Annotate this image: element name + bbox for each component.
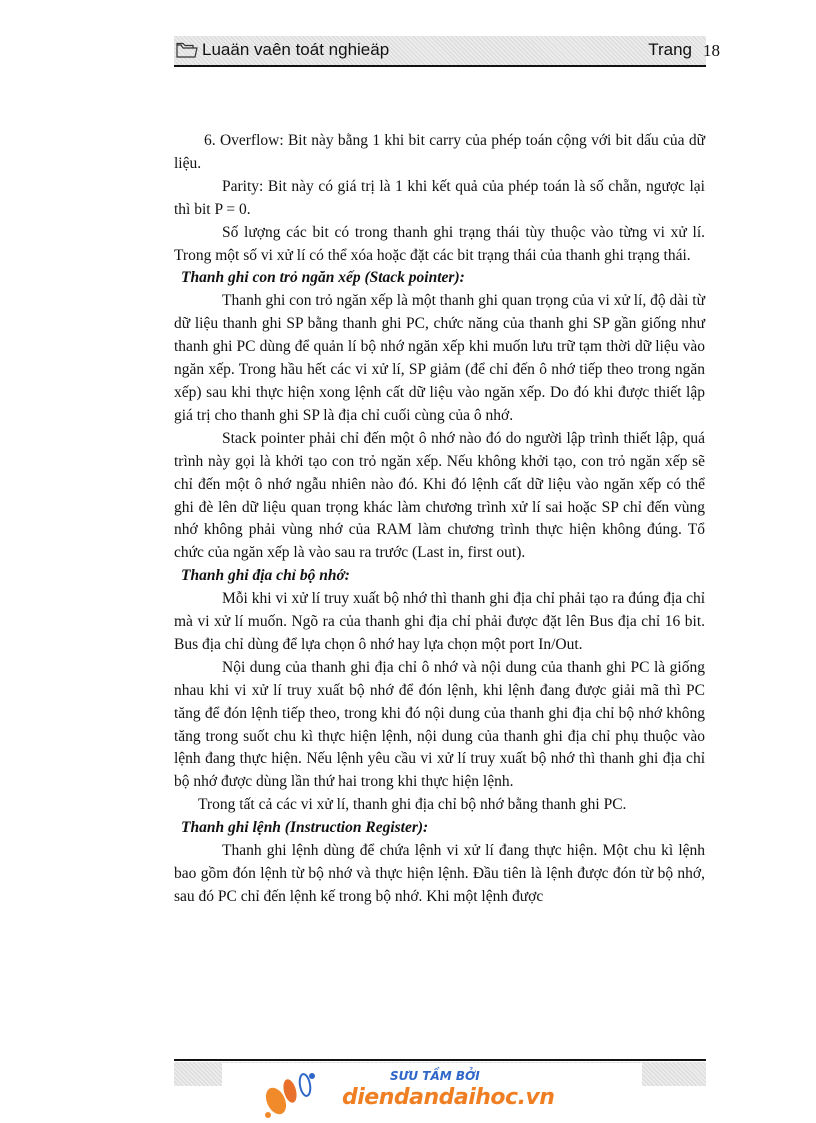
document-title: Luaän vaên toát nghieäp	[202, 40, 390, 59]
paragraph-mar-pc: Trong tất cả các vi xử lí, thanh ghi địa chỉ bộ nhớ bằng thanh ghi PC.	[198, 796, 627, 814]
paragraph-sp-register: Thanh ghi con trỏ ngăn xếp là một thanh ghi quan trọng của vi xử lí, độ dài từ dữ liệu thanh ghi SP bằng thanh ghi PC, chức năng của thanh ghi SP gần giống như thanh ghi PC dùng để quản lí bộ nhớ ngăn xếp khi muốn lưu trữ tạm thời dữ liệu vào ngăn xếp. Trong hầu hết các vi xử lí, SP giảm (để chỉ đến ô nhớ tiếp theo trong ngăn xếp) sau khi thực hiện xong lệnh cất dữ liệu vào ngăn xếp. Do đó khi được thiết lập giá trị cho thanh ghi SP là địa chỉ cuối cùng của ô nhớ.	[174, 292, 705, 424]
mascot-icon	[260, 1071, 322, 1119]
page-content	[174, 130, 705, 909]
paragraph-parity: Parity: Bit này có giá trị là 1 khi kết quả của phép toán là số chẵn, ngược lại thì bit P = 0.	[174, 177, 705, 218]
paragraph-status-bits: Số lượng các bit có trong thanh ghi trạng thái tùy thuộc vào từng vi xử lí. Trong một số vi xử lí có thể xóa hoặc đặt các bit trạng thái của thanh ghi trạng thái.	[174, 223, 705, 264]
paragraph-mar-contents: Nội dung của thanh ghi địa chỉ ô nhớ và nội dung của thanh ghi PC là giống nhau khi vi xử lí truy xuất bộ nhớ để đón lệnh, khi lệnh đang được giải mã thì PC tăng để đón lệnh tiếp theo, trong khi đó nội dung của thanh ghi địa chỉ bộ nhớ không tăng trong suốt chu kì thực hiện lệnh, nội dung của thanh ghi địa chỉ phụ thuộc vào lệnh đang thực hiện. Nếu lệnh yêu cầu vi xử lí truy xuất bộ nhớ thì thanh ghi địa chỉ bộ nhớ được dùng lần thứ hai trong khi thực hiện lệnh.	[174, 658, 705, 791]
folder-icon	[176, 42, 198, 58]
paragraph-mar-access: Mỗi khi vi xử lí truy xuất bộ nhớ thì thanh ghi địa chỉ phải tạo ra đúng địa chỉ mà vi xử lí muốn. Ngõ ra của thanh ghi địa chỉ phải được đặt lên Bus địa chỉ 16 bit. Bus địa chỉ dùng để lựa chọn ô nhớ hay lựa chọn một port In/Out.	[174, 590, 705, 653]
heading-stack-pointer: Thanh ghi con trỏ ngăn xếp (Stack pointer):	[181, 269, 465, 287]
heading-memory-address-register: Thanh ghi địa chỉ bộ nhớ:	[181, 567, 350, 585]
paragraph-sp-init: Stack pointer phải chỉ đến một ô nhớ nào đó do người lập trình thiết lập, quá trình này gọi là khởi tạo con trỏ ngăn xếp. Nếu không khởi tạo, con trỏ ngăn xếp sẽ chỉ đến một ô nhớ ngẫu nhiên nào đó. Khi đó lệnh cất dữ liệu vào ngăn xếp có thể ghi đè lên dữ liệu quan trọng khác làm chương trình xử lí sai hoặc SP chỉ đến vùng nhớ không phải vùng nhớ của RAM làm chương trình thực hiện không đúng. Tổ chức của ngăn xếp là vào sau ra trước (Last in, first out).	[174, 429, 705, 562]
heading-instruction-register: Thanh ghi lệnh (Instruction Register):	[181, 819, 429, 837]
page-label: Trang	[648, 40, 692, 59]
page-number: 18	[703, 41, 720, 60]
paragraph-instruction-register: Thanh ghi lệnh dùng để chứa lệnh vi xử lí đang thực hiện. Một chu kì lệnh bao gồm đón lệnh từ bộ nhớ và thực hiện lệnh. Đầu tiên là lệnh được đón từ bộ nhớ, sau đó PC chỉ đến lệnh kế trong bộ nhớ. Khi một lệnh được	[174, 842, 705, 905]
page-header	[174, 36, 706, 67]
paragraph-overflow: 6. Overflow: Bit này bằng 1 khi bit carry của phép toán cộng với bit dấu của dữ liệu.	[174, 132, 705, 172]
site-link[interactable]: diendandaihoc.vn	[342, 1085, 555, 1110]
footer-logo[interactable]	[222, 1063, 642, 1123]
collected-by-label: SƯU TẦM BỞI	[390, 1069, 480, 1083]
footer-rule	[174, 1059, 706, 1061]
